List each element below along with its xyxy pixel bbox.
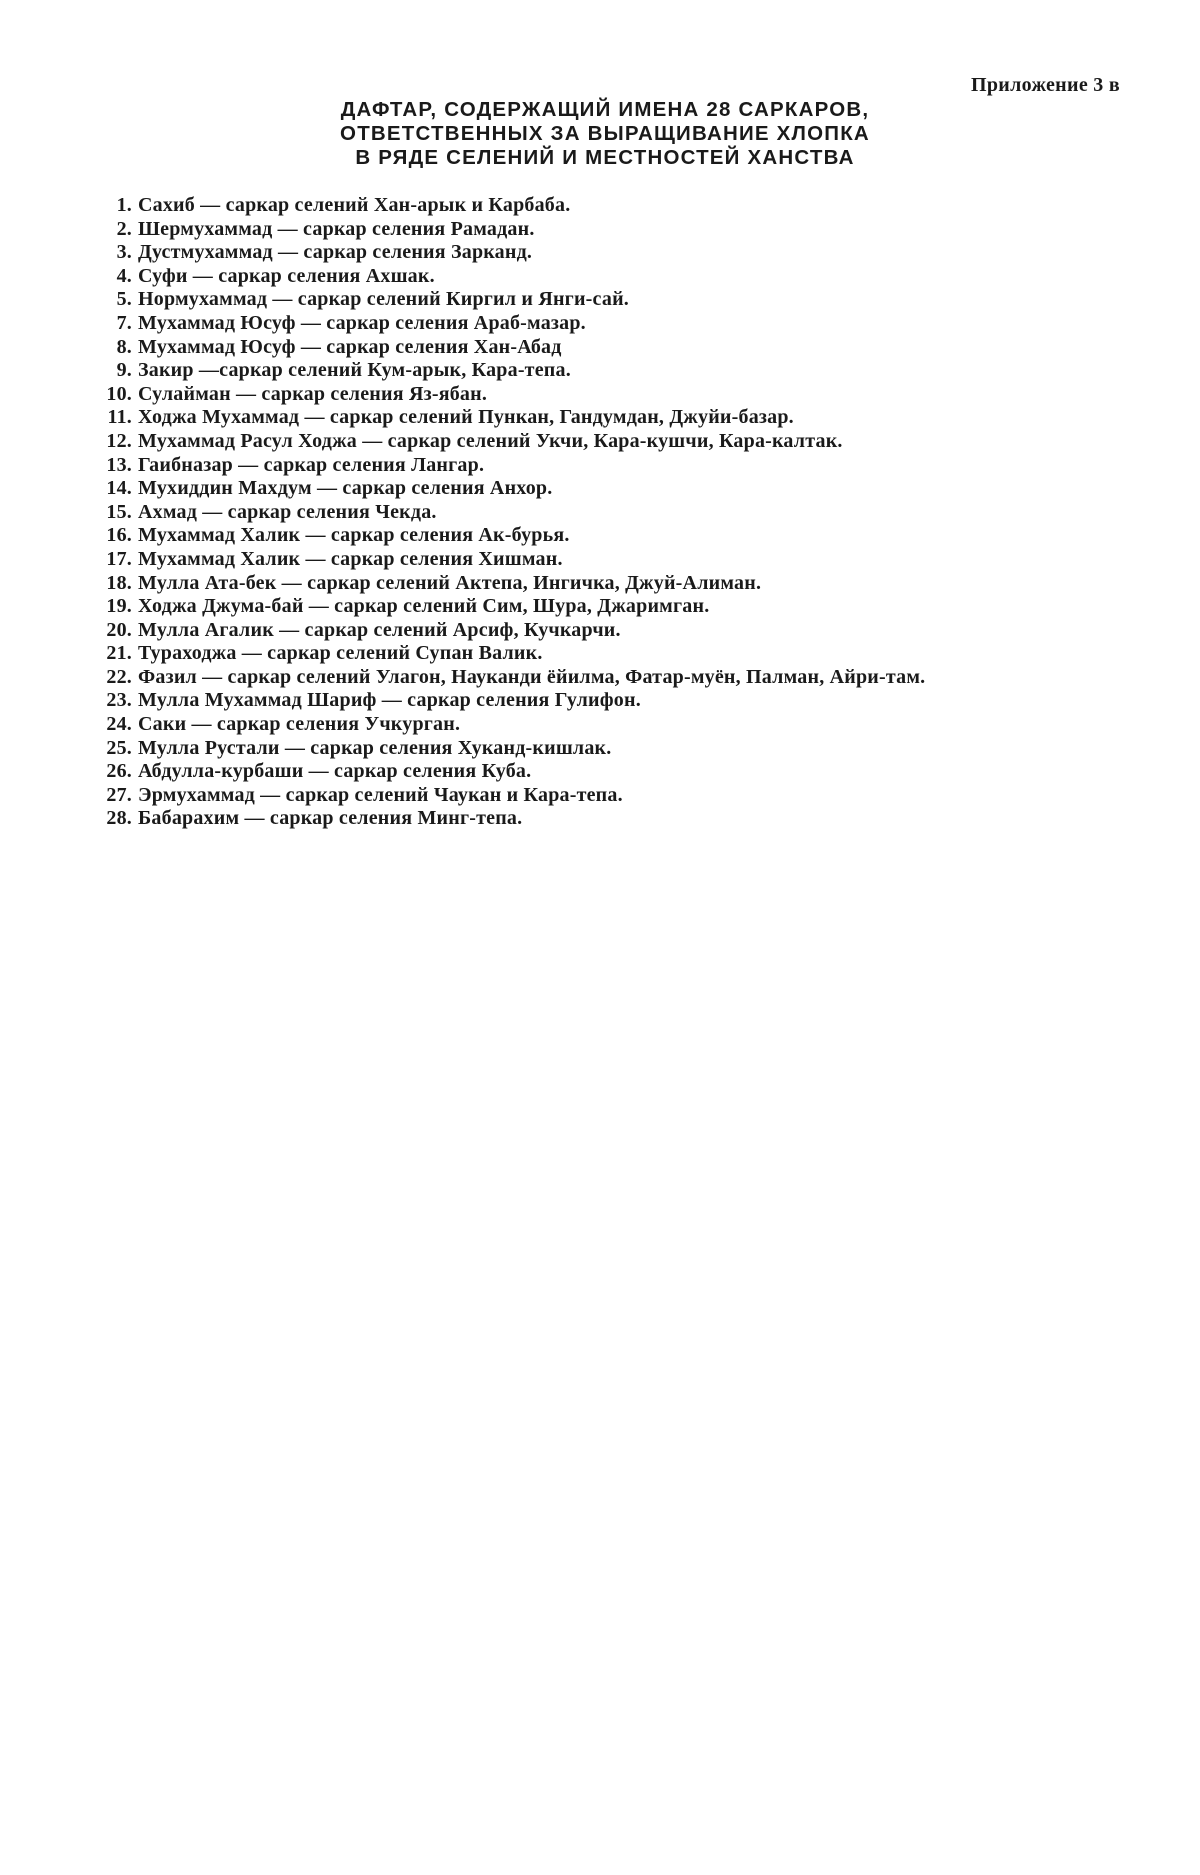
sarkar-list [88,194,925,831]
list-item [88,760,925,784]
list-item [88,336,925,360]
item-number: 2. [116,217,132,240]
appendix-label: Приложение 3 в [971,74,1120,96]
item-number: 5. [116,288,132,311]
item-number: 8. [116,335,132,358]
item-number: 12. [106,429,132,452]
list-item [88,807,925,831]
list-item [88,501,925,525]
item-text: Мухаммад Халик — саркар селения Ак-бурья. [138,524,570,547]
item-number: 11. [107,406,132,429]
list-item [88,784,925,808]
item-number: 26. [106,760,132,783]
item-number: 28. [106,807,132,830]
item-text: Гаибназар — саркар селения Лангар. [138,453,485,476]
list-item [88,642,925,666]
item-text: Тураходжа — саркар селений Супан Валик. [138,642,543,665]
item-text: Мулла Ата-бек — саркар селений Актепа, Ингичка, Джуй-Алиман. [138,571,762,594]
list-item [88,548,925,572]
item-text: Ходжа Мухаммад — саркар селений Пункан, Гандумдан, Джуйи-базар. [138,406,794,429]
item-number: 7. [116,311,132,334]
item-number: 22. [106,665,132,688]
list-item [88,572,925,596]
item-text: Сулайман — саркар селения Яз-ябан. [138,382,488,405]
item-number: 1. [116,194,132,216]
list-item [88,241,925,265]
document-title [0,98,1200,170]
item-number: 4. [116,264,132,287]
item-number: 3. [116,241,132,264]
list-item [88,406,925,430]
item-text: Мулла Мухаммад Шариф — саркар селения Гулифон. [138,689,641,712]
list-item [88,194,925,218]
item-text: Саки — саркар селения Учкурган. [138,713,461,736]
item-text: Мухаммад Юсуф — саркар селения Араб-мазар. [138,311,586,334]
list-item [88,477,925,501]
item-text: Дустмухаммад — саркар селения Зарканд. [138,241,533,264]
item-text: Суфи — саркар селения Ахшак. [138,264,435,287]
item-number: 9. [116,359,132,382]
list-item [88,430,925,454]
item-text: Нормухаммад — саркар селений Киргил и Янги-сай. [138,288,629,311]
list-item [88,524,925,548]
item-text: Бабарахим — саркар селения Минг-тепа. [138,807,523,830]
item-number: 15. [106,500,132,523]
list-item [88,359,925,383]
item-number: 23. [106,689,132,712]
item-number: 27. [106,783,132,806]
item-text: Ходжа Джума-бай — саркар селений Сим, Шура, Джаримган. [138,595,710,618]
item-number: 19. [106,595,132,618]
item-text: Закир —саркар селений Кум-арык, Кара-тепа. [138,359,571,382]
title-line-3: В РЯДЕ СЕЛЕНИЙ И МЕСТНОСТЕЙ ХАНСТВА [355,146,855,169]
item-text: Эрмухаммад — саркар селений Чаукан и Кара-тепа. [138,783,623,806]
list-item [88,312,925,336]
item-text: Мулла Рустали — саркар селения Хуканд-кишлак. [138,736,612,759]
title-line-1: ДАФТАР, СОДЕРЖАЩИЙ ИМЕНА 28 САРКАРОВ, [340,98,870,121]
item-text: Мухаммад Расул Ходжа — саркар селений Укчи, Кара-кушчи, Кара-калтак. [138,429,843,452]
item-text: Мухиддин Махдум — саркар селения Анхор. [138,477,553,500]
item-text: Мухаммад Юсуф — саркар селения Хан-Абад [138,335,562,358]
list-item [88,218,925,242]
item-number: 16. [106,524,132,547]
list-item [88,454,925,478]
list-item [88,737,925,761]
item-text: Фазил — саркар селений Улагон, Науканди ёйилма, Фатар-муён, Палман, Айри-там. [138,665,926,688]
item-text: Ахмад — саркар селения Чекда. [138,500,437,523]
list-item [88,383,925,407]
item-number: 10. [106,382,132,405]
title-line-2: ОТВЕТСТВЕННЫХ ЗА ВЫРАЩИВАНИЕ ХЛОПКА [340,122,870,145]
list-item [88,666,925,690]
item-text: Сахиб — саркар селений Хан-арык и Карбаба. [138,194,571,216]
item-number: 17. [106,547,132,570]
item-number: 14. [106,477,132,500]
list-item [88,713,925,737]
item-text: Абдулла-курбаши — саркар селения Куба. [138,760,532,783]
list-item [88,689,925,713]
item-number: 21. [106,642,132,665]
item-number: 18. [106,571,132,594]
item-text: Мулла Агалик — саркар селений Арсиф, Кучкарчи. [138,618,621,641]
item-number: 25. [106,736,132,759]
list-item [88,595,925,619]
list-item [88,619,925,643]
item-number: 20. [106,618,132,641]
list-item [88,288,925,312]
list-item [88,265,925,289]
item-text: Мухаммад Халик — саркар селения Хишман. [138,547,563,570]
item-number: 13. [106,453,132,476]
item-number: 24. [106,713,132,736]
item-text: Шермухаммад — саркар селения Рамадан. [138,217,535,240]
